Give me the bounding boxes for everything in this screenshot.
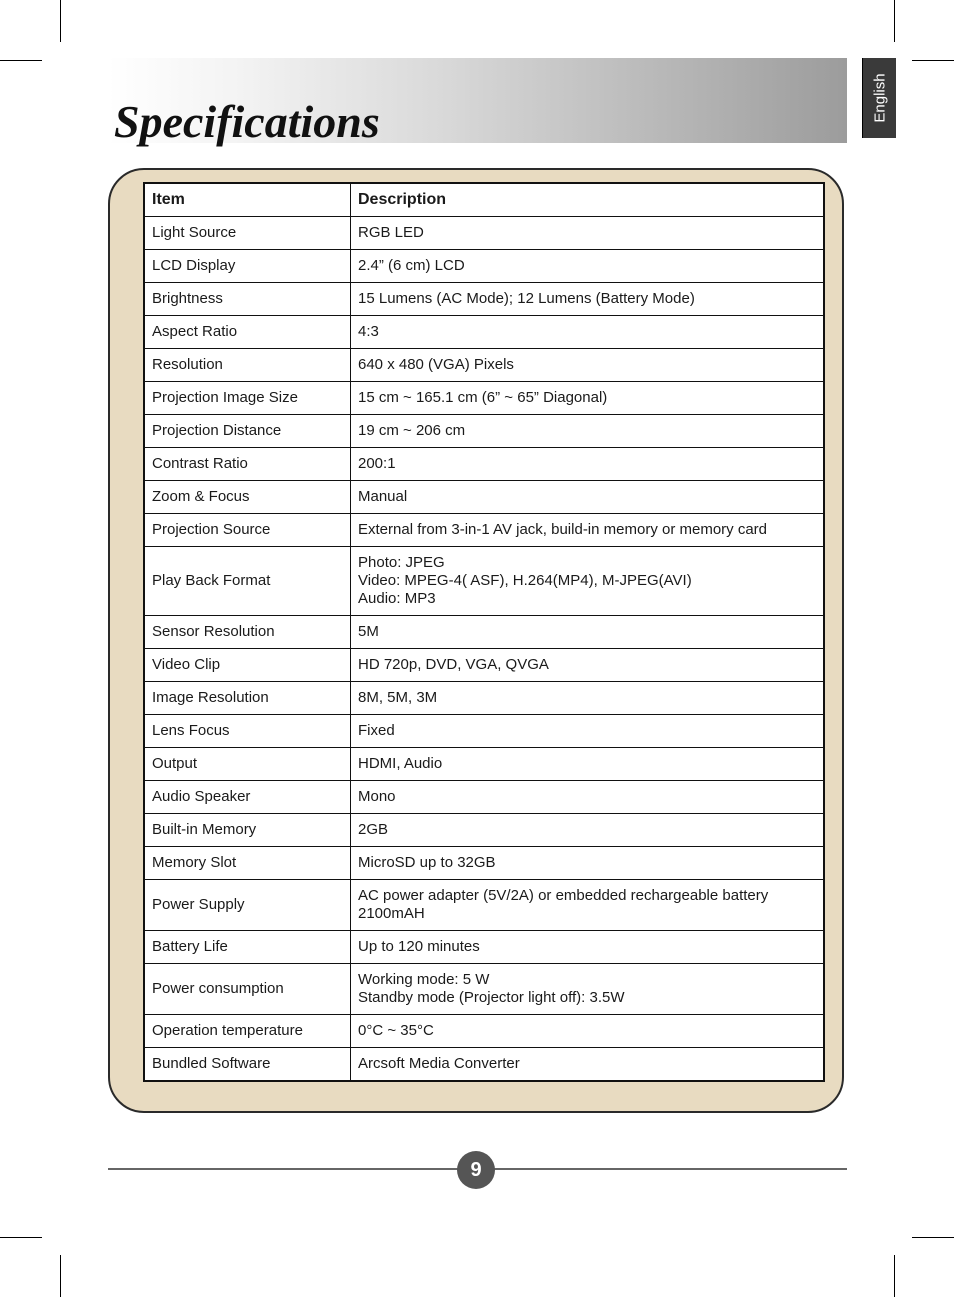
spec-description (351, 382, 825, 415)
spec-description (351, 547, 825, 616)
spec-item: Memory Slot (144, 847, 351, 880)
spec-description (351, 481, 825, 514)
crop-mark (912, 1237, 954, 1238)
spec-item: Projection Distance (144, 415, 351, 448)
table-row (144, 316, 824, 349)
spec-item: Output (144, 748, 351, 781)
table-row (144, 682, 824, 715)
spec-description (351, 781, 825, 814)
spec-item: Image Resolution (144, 682, 351, 715)
spec-description (351, 1048, 825, 1082)
table-row (144, 1015, 824, 1048)
spec-description (351, 250, 825, 283)
spec-description (351, 880, 825, 931)
spec-item: Bundled Software (144, 1048, 351, 1082)
language-tab (862, 58, 896, 138)
spec-description-line: Up to 120 minutes (358, 938, 480, 955)
spec-item: Projection Image Size (144, 382, 351, 415)
table-row (144, 349, 824, 382)
spec-description-line: AC power adapter (5V/2A) or embedded rechargeable battery (358, 887, 769, 904)
table-header-row (144, 183, 824, 217)
spec-description (351, 847, 825, 880)
table-row (144, 715, 824, 748)
spec-description-line: Fixed (358, 722, 395, 739)
spec-description-line: Arcsoft Media Converter (358, 1055, 520, 1072)
table-row (144, 514, 824, 547)
spec-description (351, 748, 825, 781)
table-row (144, 283, 824, 316)
spec-description (351, 217, 825, 250)
table-row (144, 931, 824, 964)
spec-description-line: 19 cm ~ 206 cm (358, 422, 466, 439)
table-row (144, 415, 824, 448)
table-row (144, 964, 824, 1015)
table-row (144, 382, 824, 415)
spec-description (351, 649, 825, 682)
spec-description (351, 616, 825, 649)
crop-mark (60, 0, 61, 42)
spec-item: Brightness (144, 283, 351, 316)
spec-description (351, 448, 825, 481)
crop-mark (912, 60, 954, 61)
spec-description-line: External from 3-in-1 AV jack, build-in memory or memory card (358, 521, 768, 538)
spec-item: Power Supply (144, 880, 351, 931)
spec-description (351, 715, 825, 748)
spec-item: Built-in Memory (144, 814, 351, 847)
language-tab-label: English (871, 73, 888, 123)
table-row (144, 217, 824, 250)
spec-description-line: Manual (358, 488, 408, 505)
table-row (144, 448, 824, 481)
spec-description-line: HDMI, Audio (358, 755, 443, 772)
crop-mark (60, 1255, 61, 1297)
spec-description-line: 4:3 (358, 323, 379, 340)
spec-table (143, 182, 825, 1082)
spec-item: Battery Life (144, 931, 351, 964)
page-title: Specifications (114, 96, 380, 147)
table-row (144, 880, 824, 931)
table-row (144, 481, 824, 514)
table-row (144, 814, 824, 847)
crop-mark (894, 1255, 895, 1297)
spec-item: Aspect Ratio (144, 316, 351, 349)
spec-item: Power consumption (144, 964, 351, 1015)
spec-description-line: RGB LED (358, 224, 424, 241)
spec-description (351, 283, 825, 316)
spec-description-line: 2.4” (6 cm) LCD (358, 257, 465, 274)
spec-description-line: Audio: MP3 (358, 590, 436, 607)
spec-description (351, 316, 825, 349)
table-row (144, 748, 824, 781)
spec-description-line: 640 x 480 (VGA) Pixels (358, 356, 514, 373)
table-row (144, 616, 824, 649)
spec-description (351, 514, 825, 547)
crop-mark (0, 1237, 42, 1238)
spec-description (351, 349, 825, 382)
spec-item: Operation temperature (144, 1015, 351, 1048)
spec-item: Light Source (144, 217, 351, 250)
table-row (144, 781, 824, 814)
spec-item: Zoom & Focus (144, 481, 351, 514)
spec-description-line: Photo: JPEG (358, 554, 445, 571)
spec-description-line: 5M (358, 623, 379, 640)
table-body (144, 217, 824, 1082)
spec-description (351, 814, 825, 847)
spec-description-line: 2GB (358, 821, 389, 838)
table-row (144, 649, 824, 682)
spec-description (351, 682, 825, 715)
spec-item: Resolution (144, 349, 351, 382)
spec-item: Contrast Ratio (144, 448, 351, 481)
column-header-description: Description (351, 183, 825, 217)
crop-mark (894, 0, 895, 42)
spec-description-line: 200:1 (358, 455, 396, 472)
spec-description-line: 0°C ~ 35°C (358, 1022, 434, 1039)
spec-item: LCD Display (144, 250, 351, 283)
spec-description (351, 1015, 825, 1048)
spec-item: Audio Speaker (144, 781, 351, 814)
spec-description (351, 415, 825, 448)
column-header-item: Item (144, 183, 351, 217)
spec-item: Projection Source (144, 514, 351, 547)
table-row (144, 1048, 824, 1082)
table-row (144, 250, 824, 283)
spec-description-line: HD 720p, DVD, VGA, QVGA (358, 656, 549, 673)
page-number: 9 (457, 1151, 495, 1189)
spec-description-line: MicroSD up to 32GB (358, 854, 496, 871)
spec-description-line: Video: MPEG-4( ASF), H.264(MP4), M-JPEG(AVI) (358, 572, 692, 589)
spec-description-line: 2100mAH (358, 905, 425, 922)
spec-description-line: 15 cm ~ 165.1 cm (6” ~ 65” Diagonal) (358, 389, 608, 406)
spec-item: Lens Focus (144, 715, 351, 748)
table-row (144, 847, 824, 880)
spec-description-line: Working mode: 5 W (358, 971, 490, 988)
spec-description-line: Mono (358, 788, 396, 805)
spec-item: Play Back Format (144, 547, 351, 616)
crop-mark (0, 60, 42, 61)
spec-description-line: 8M, 5M, 3M (358, 689, 438, 706)
spec-item: Sensor Resolution (144, 616, 351, 649)
spec-description-line: Standby mode (Projector light off): 3.5W (358, 989, 625, 1006)
table-row (144, 547, 824, 616)
spec-description (351, 964, 825, 1015)
spec-description-line: 15 Lumens (AC Mode); 12 Lumens (Battery Mode) (358, 290, 695, 307)
spec-item: Video Clip (144, 649, 351, 682)
spec-description (351, 931, 825, 964)
